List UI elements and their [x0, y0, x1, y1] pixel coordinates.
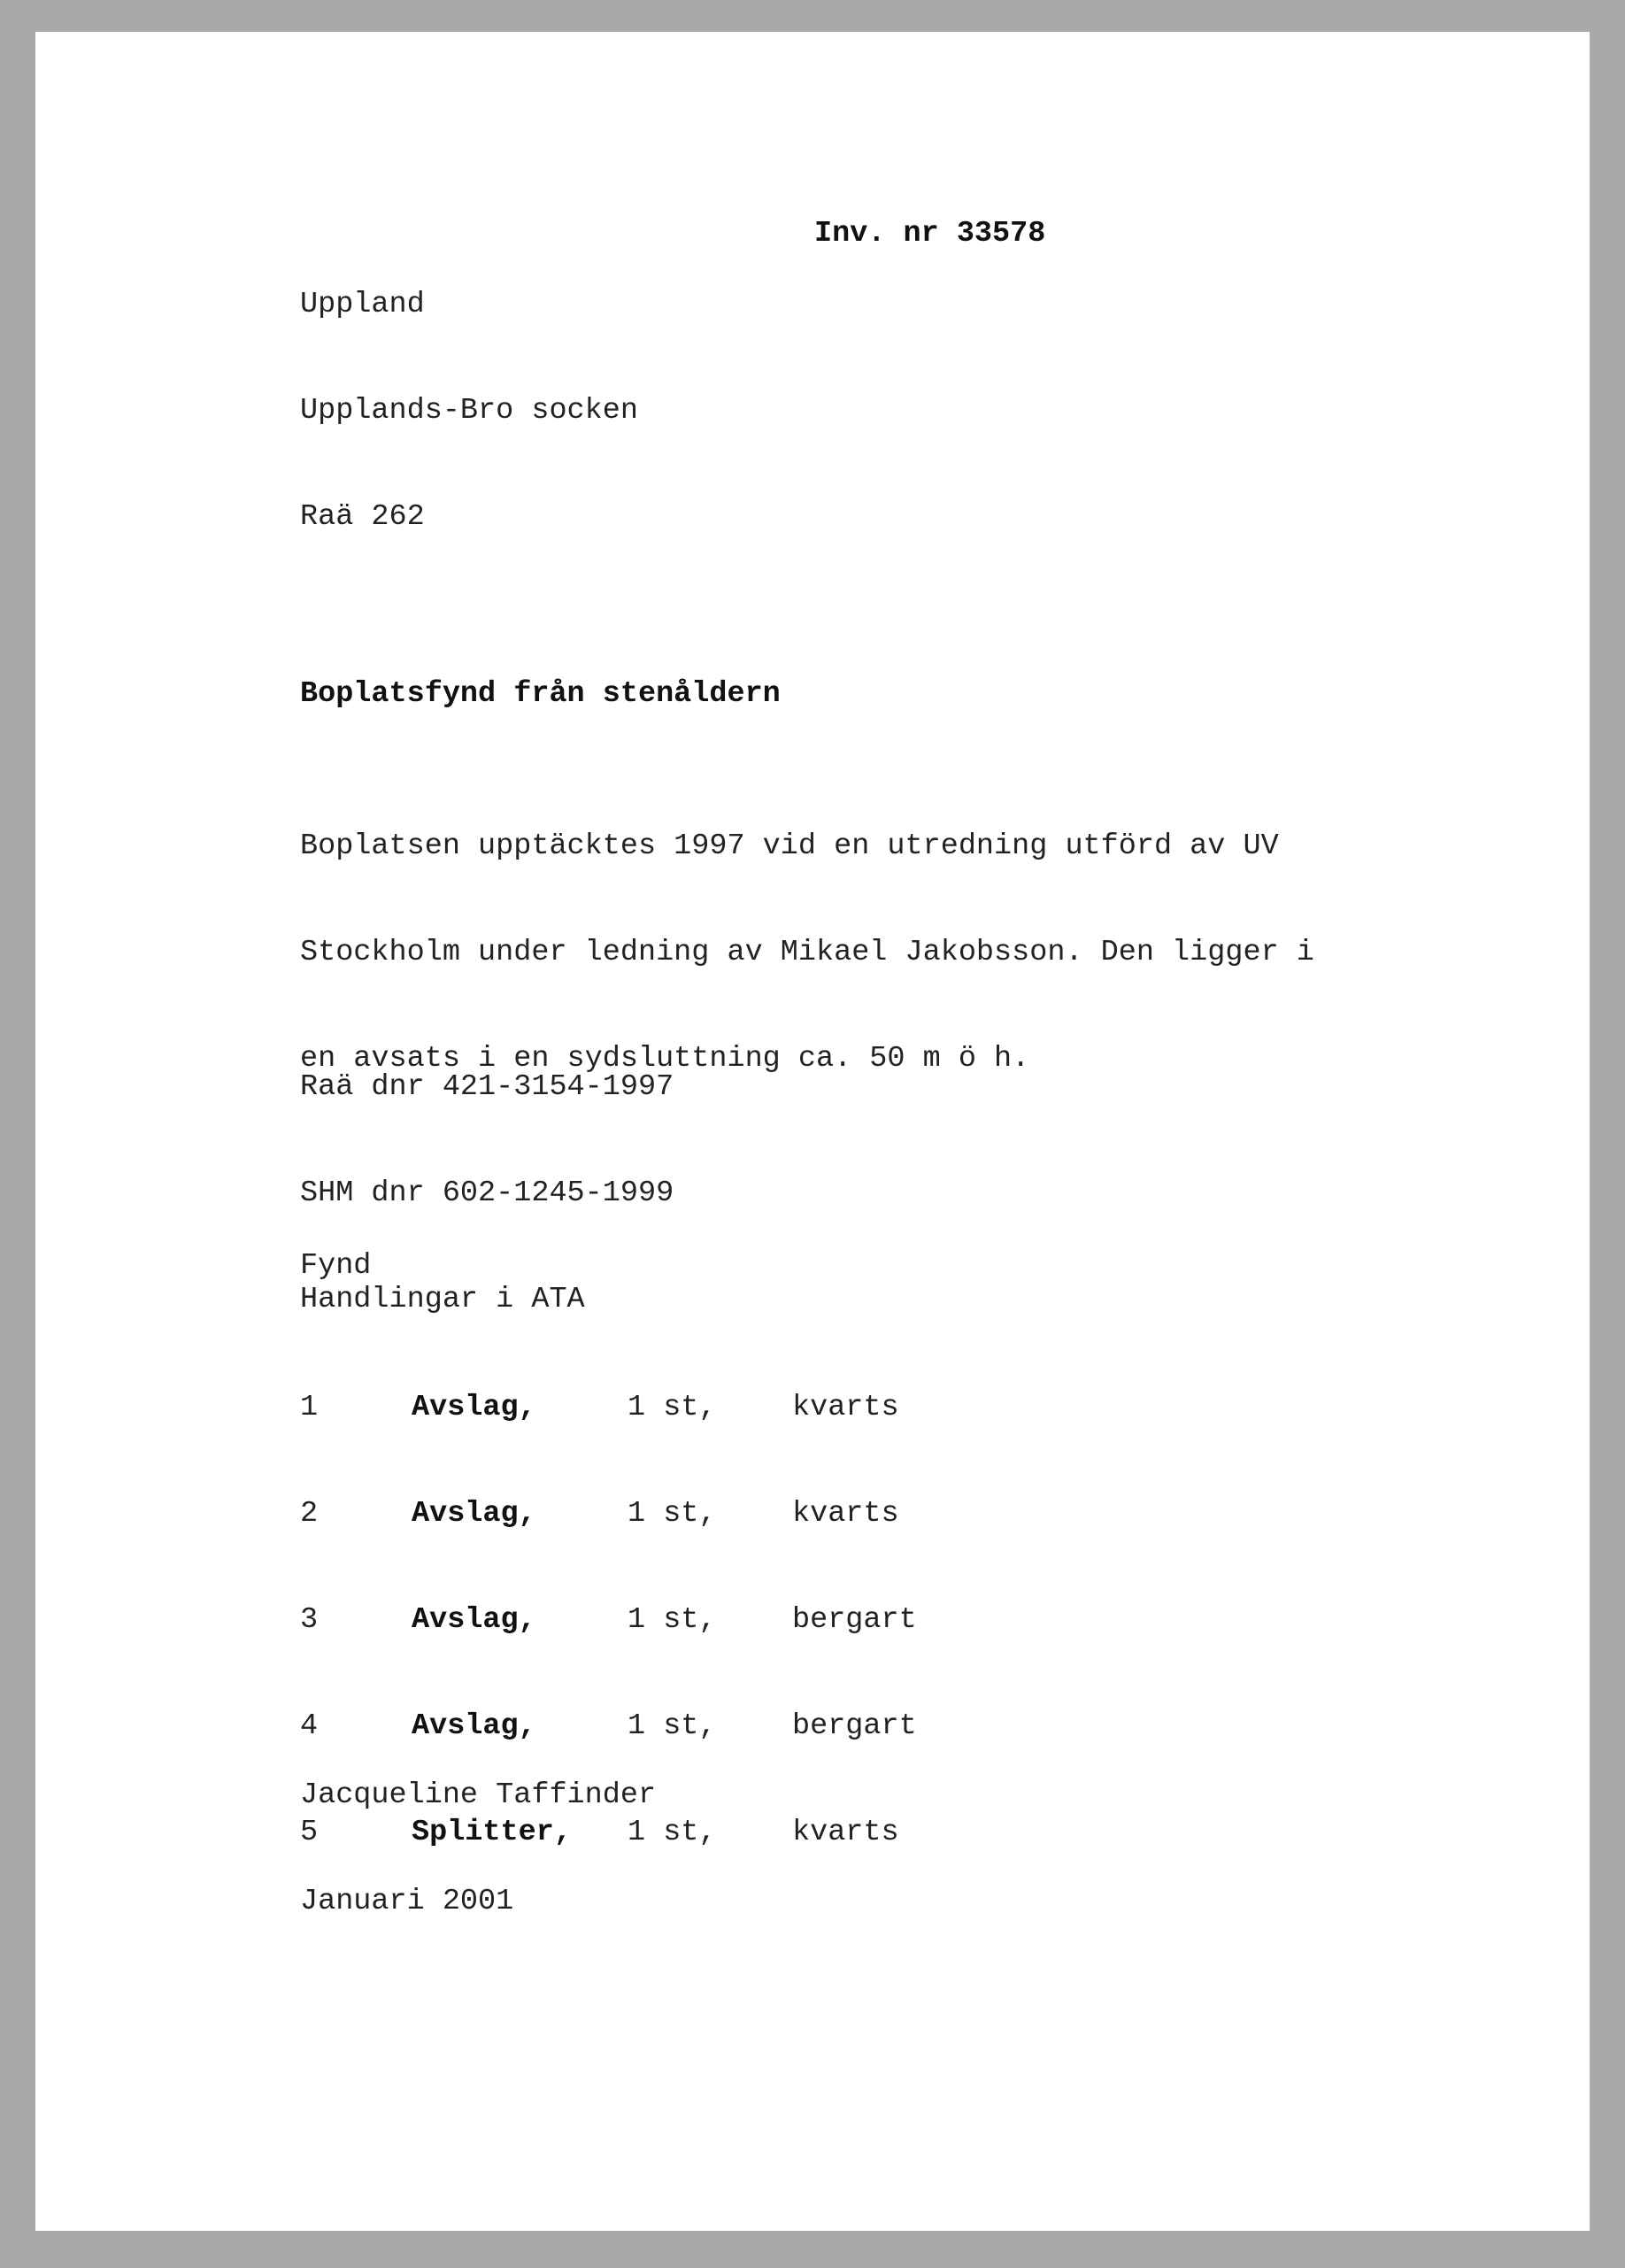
- signature-block: [300, 1707, 656, 1990]
- find-number: 5: [300, 1816, 319, 1849]
- find-count: 1 st,: [628, 1497, 717, 1531]
- raa-number: Raä 262: [300, 500, 425, 534]
- ata-note: Handlingar i ATA: [300, 1283, 585, 1316]
- raa-dnr: Raä dnr 421-3154-1997: [300, 1070, 674, 1104]
- find-type: Avslag,: [412, 1603, 536, 1637]
- find-number: 2: [300, 1497, 319, 1531]
- shm-dnr: SHM dnr 602-1245-1999: [300, 1176, 674, 1210]
- parish: Upplands-Bro socken: [300, 394, 638, 428]
- find-number: 3: [300, 1603, 319, 1637]
- find-material: bergart: [792, 1603, 917, 1637]
- description-line: Boplatsen upptäcktes 1997 vid en utredning utförd av UV: [300, 829, 1279, 863]
- find-row: [300, 1390, 899, 1425]
- find-number: 1: [300, 1391, 319, 1424]
- find-row: [300, 1496, 899, 1531]
- find-type: Avslag,: [412, 1709, 536, 1743]
- find-material: kvarts: [792, 1816, 899, 1849]
- find-type: Avslag,: [412, 1391, 536, 1424]
- inventory-number: Inv. nr 33578: [814, 217, 1046, 251]
- document-date: Januari 2001: [300, 1885, 514, 1918]
- location-header: [300, 216, 638, 606]
- find-row: [300, 1602, 917, 1638]
- description-line: Stockholm under ledning av Mikael Jakobsson. Den ligger i: [300, 936, 1314, 969]
- find-material: kvarts: [792, 1391, 899, 1424]
- description-line: en avsats i en sydsluttning ca. 50 m ö h.: [300, 1042, 1030, 1076]
- document-title: Boplatsfynd från stenåldern: [300, 677, 781, 711]
- find-material: bergart: [792, 1709, 917, 1743]
- find-material: kvarts: [792, 1497, 899, 1531]
- document-page: [35, 32, 1590, 2231]
- author-name: Jacqueline Taffinder: [300, 1778, 657, 1812]
- find-count: 1 st,: [628, 1709, 717, 1743]
- finds-heading: Fynd: [300, 1249, 372, 1283]
- find-type: Splitter,: [412, 1816, 572, 1849]
- find-type: Avslag,: [412, 1497, 536, 1531]
- province: Uppland: [300, 288, 425, 321]
- find-number: 4: [300, 1709, 319, 1743]
- find-count: 1 st,: [628, 1391, 717, 1424]
- find-count: 1 st,: [628, 1603, 717, 1637]
- find-count: 1 st,: [628, 1816, 717, 1849]
